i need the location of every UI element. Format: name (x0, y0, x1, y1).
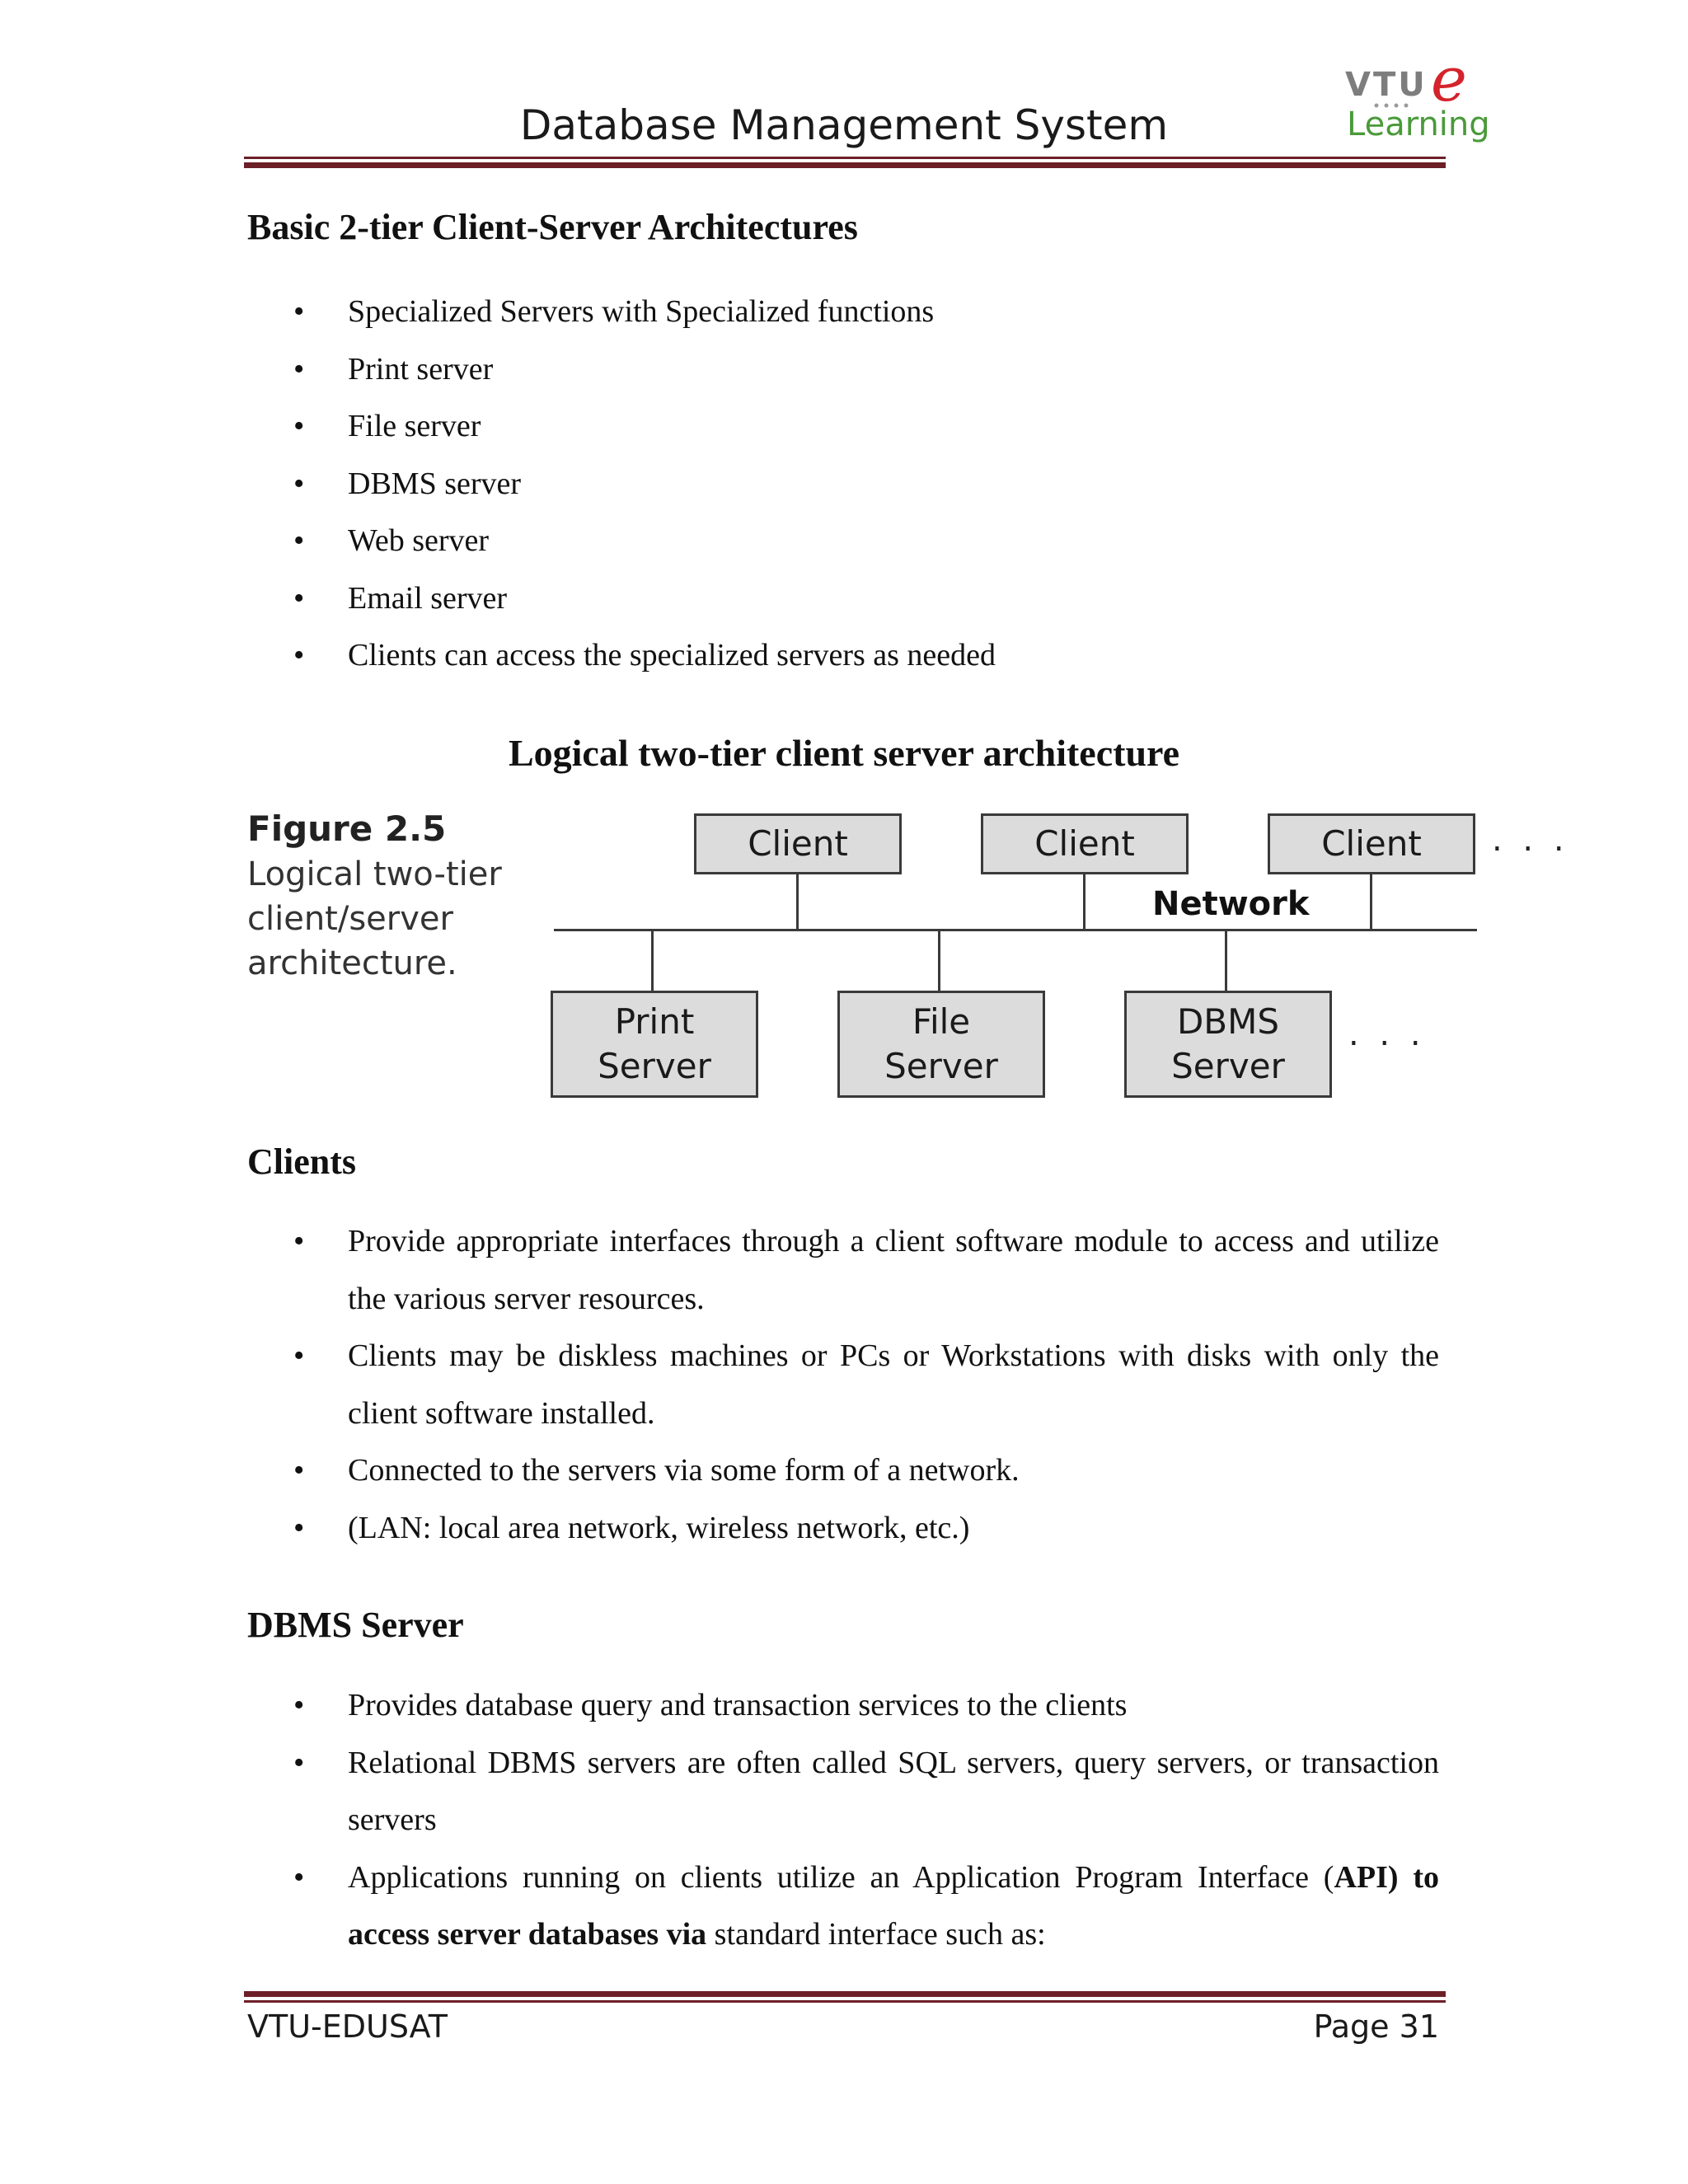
server-label: Server (598, 1046, 711, 1086)
page-header-title: Database Management System (519, 101, 1169, 149)
network-bus-line (554, 929, 1477, 931)
print-server-box (551, 991, 758, 1098)
dbms-server-box (1124, 991, 1332, 1098)
list-item: • Web server (293, 513, 1439, 570)
figure-caption-line: client/server (247, 900, 453, 938)
logo-graphic (1339, 38, 1512, 145)
client-label: Client (1321, 823, 1422, 864)
list-item: • Print server (293, 341, 1439, 399)
footer-left-text: VTU-EDUSAT (247, 2008, 448, 2045)
api-text-pre: Applications running on clients utilize an Application Program Interface ( (348, 1859, 1334, 1895)
list-item: • Relational DBMS servers are often called SQL servers, query servers, or transaction servers (293, 1735, 1439, 1849)
figure-number: Figure 2.5 (247, 808, 447, 849)
list-item: • Clients may be diskless machines or PCs or Workstations with disks with only the client software installed. (293, 1328, 1439, 1442)
list-item: • DBMS server (293, 456, 1439, 513)
network-label: Network (1152, 885, 1310, 923)
list-item: • Clients can access the specialized servers as needed (293, 627, 1439, 685)
vtu-elearning-logo (1339, 38, 1512, 145)
architecture-bullet-list (293, 284, 1439, 685)
servers-ellipsis: . . . (1348, 1015, 1426, 1053)
clients-ellipsis: . . . (1492, 821, 1569, 859)
server-label: DBMS (1176, 1001, 1280, 1042)
section-heading-architectures: Basic 2-tier Client-Server Architectures (247, 207, 858, 247)
figure-caption-line: architecture. (247, 944, 457, 982)
figure-caption-line: Logical two-tier (247, 855, 502, 893)
figure-caption (247, 806, 502, 986)
logo-vtu-text: VTU (1345, 66, 1428, 104)
list-item: • Email server (293, 570, 1439, 628)
list-item: • File server (293, 398, 1439, 456)
server-connector (651, 930, 654, 992)
list-item (293, 1849, 1439, 1964)
list-item: • Connected to the servers via some form of a network. (293, 1442, 1439, 1500)
server-label: File (912, 1001, 971, 1042)
list-item: • Provide appropriate interfaces through a client software module to access and utilize the various server resources. (293, 1213, 1439, 1328)
api-text-post: standard interface such as: (706, 1917, 1046, 1952)
footer-rule (244, 1991, 1446, 2006)
header-rule (244, 153, 1446, 168)
client-connector (796, 872, 799, 930)
server-label: Server (884, 1046, 998, 1086)
client-label: Client (1034, 823, 1135, 864)
list-item: • Provides database query and transaction services to the clients (293, 1677, 1439, 1735)
client-connector (1370, 872, 1372, 930)
list-item: • (LAN: local area network, wireless network, etc.) (293, 1500, 1439, 1558)
file-server-box (837, 991, 1045, 1098)
figure-title: Logical two-tier client server architecture (508, 732, 1180, 774)
logo-learning-text: Learning (1347, 105, 1490, 143)
client-connector (1083, 872, 1085, 930)
client-box (694, 813, 902, 874)
clients-bullet-list (293, 1213, 1439, 1557)
api-text-bold: API) to access server databases via (348, 1859, 1439, 1952)
client-box (981, 813, 1189, 874)
section-heading-clients: Clients (247, 1141, 356, 1182)
server-label: Print (614, 1001, 695, 1042)
client-box (1268, 813, 1475, 874)
section-heading-dbms-server: DBMS Server (247, 1605, 464, 1645)
logo-e-mark: e (1431, 45, 1467, 115)
page-number: Page 31 (1313, 2008, 1439, 2045)
client-label: Client (748, 823, 848, 864)
dbms-bullet-list (293, 1677, 1439, 1964)
server-connector (938, 930, 940, 992)
server-label: Server (1171, 1046, 1285, 1086)
list-item: • Specialized Servers with Specialized functions (293, 284, 1439, 341)
server-connector (1225, 930, 1227, 992)
